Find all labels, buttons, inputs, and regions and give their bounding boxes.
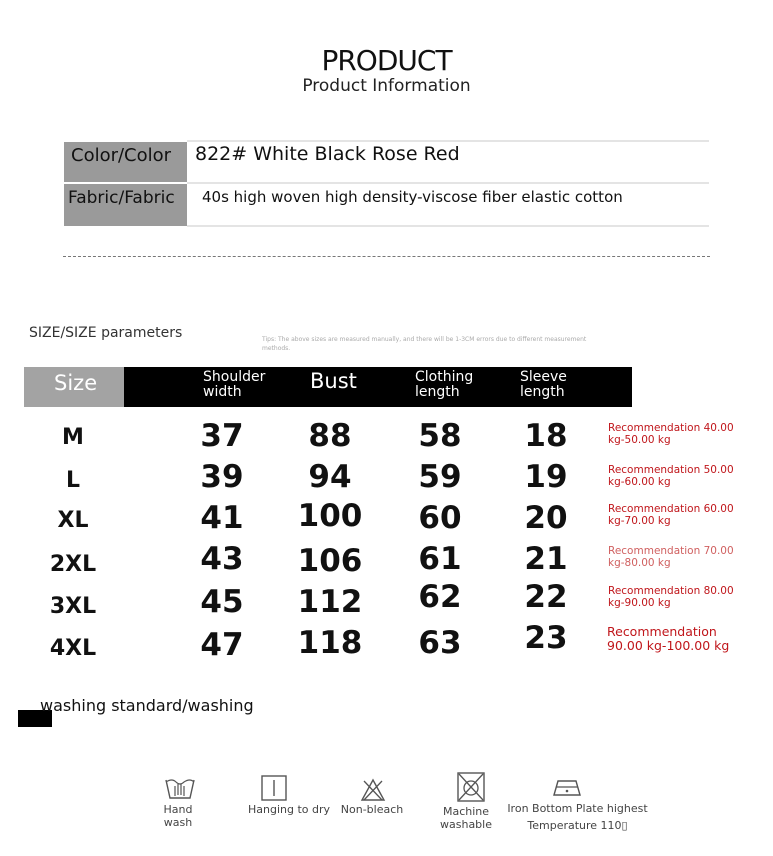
shoulder-cell: 37: [200, 418, 244, 454]
section-divider: [63, 256, 710, 257]
hang-dry-icon: [261, 775, 287, 801]
shoulder-cell: 39: [200, 459, 244, 495]
iron-label: [505, 800, 650, 834]
sleeve-cell: 21: [524, 541, 568, 577]
icon-label-line: Non-bleach: [340, 803, 404, 816]
color-value: 822# White Black Rose Red: [195, 143, 460, 165]
recommendation-line: kg-70.00 kg: [608, 515, 671, 527]
recommendation-line: Recommendation 70.00: [608, 545, 734, 557]
divider: [187, 140, 709, 142]
table-row: [0, 541, 773, 583]
table-row: [0, 500, 773, 542]
shoulder-cell: 45: [200, 584, 244, 620]
column-header-line: Clothing: [415, 369, 474, 385]
recommendation-line: Recommendation 80.00: [608, 585, 734, 597]
sleeve-cell: 22: [524, 579, 568, 615]
icon-label-line: Iron Bottom Plate highest: [507, 802, 648, 815]
divider: [187, 225, 709, 227]
shoulder-cell: 43: [200, 541, 244, 577]
recommendation-line: Recommendation: [607, 624, 717, 639]
icon-label-line: Hanging to dry: [247, 803, 331, 816]
length-cell: 61: [418, 541, 462, 577]
fabric-value: 40s high woven high density-viscose fiber elastic cotton: [202, 188, 623, 206]
column-header-shoulder: [203, 370, 265, 400]
column-header-line: length: [520, 384, 565, 400]
weight-recommendation: [608, 422, 748, 446]
sleeve-cell: 20: [524, 500, 568, 536]
divider: [187, 182, 709, 184]
page-title: PRODUCT: [321, 44, 452, 77]
bust-cell: 94: [308, 459, 352, 495]
recommendation-line: kg-50.00 kg: [608, 434, 671, 446]
recommendation-line: 90.00 kg-100.00 kg: [607, 638, 730, 653]
weight-recommendation: [608, 585, 748, 609]
icon-label-line: washable: [440, 818, 492, 831]
column-header-line: width: [203, 384, 242, 400]
recommendation-line: Recommendation 60.00: [608, 503, 734, 515]
length-cell: 58: [418, 418, 462, 454]
size-cell: 2XL: [49, 552, 97, 577]
recommendation-line: kg-90.00 kg: [608, 597, 671, 609]
table-row: [0, 620, 773, 665]
size-cell: L: [65, 468, 81, 493]
recommendation-line: kg-60.00 kg: [608, 476, 671, 488]
bust-cell: 106: [297, 543, 363, 579]
color-label: Color/Color: [64, 142, 187, 182]
bust-cell: 112: [297, 584, 363, 620]
size-tips-note: Tips: The above sizes are measured manually, and there will be 1-3CM errors due to different measurement methods.: [262, 336, 587, 352]
table-row: [0, 579, 773, 624]
size-cell: 3XL: [49, 594, 97, 619]
icon-label-line: Temperature 110▯: [527, 819, 628, 832]
shoulder-cell: 41: [200, 500, 244, 536]
recommendation-line: kg-80.00 kg: [608, 557, 671, 569]
size-cell: M: [62, 425, 84, 450]
bust-cell: 118: [297, 625, 363, 661]
machine-wash-label: [436, 805, 496, 831]
length-cell: 60: [418, 500, 462, 536]
length-cell: 62: [418, 579, 462, 615]
column-header-sleeve-length: [520, 370, 567, 400]
table-row: [0, 418, 773, 460]
column-header-line: length: [415, 384, 460, 400]
column-header-line: Sleeve: [520, 369, 567, 385]
weight-recommendation: [607, 625, 757, 653]
weight-recommendation: [608, 503, 748, 527]
iron-icon: [550, 777, 584, 797]
sleeve-cell: 23: [524, 620, 568, 656]
recommendation-line: Recommendation 50.00: [608, 464, 734, 476]
column-header-size: Size: [24, 367, 124, 407]
sleeve-cell: 18: [524, 418, 568, 454]
hand-wash-label: [158, 803, 198, 829]
shoulder-cell: 47: [200, 627, 244, 663]
length-cell: 63: [418, 625, 462, 661]
icon-label-line: Hand: [163, 803, 193, 816]
page-subtitle: Product Information: [302, 76, 471, 96]
column-header-bust: Bust: [310, 369, 357, 393]
icon-label-line: Machine: [442, 805, 490, 818]
washing-section-heading: washing standard/washing: [40, 696, 254, 715]
no-machine-wash-icon: [457, 772, 485, 802]
size-section-heading: SIZE/SIZE parameters: [29, 325, 183, 341]
size-cell: 4XL: [49, 636, 97, 661]
bust-cell: 100: [297, 498, 363, 534]
no-bleach-label: [336, 803, 408, 816]
hang-dry-label: [244, 803, 334, 816]
recommendation-line: Recommendation 40.00: [608, 422, 734, 434]
hand-wash-icon: [164, 774, 196, 800]
size-cell: XL: [57, 508, 89, 533]
weight-recommendation: [608, 464, 748, 488]
no-bleach-icon: [360, 778, 386, 802]
table-row: [0, 459, 773, 501]
weight-recommendation: [608, 545, 748, 569]
column-header-line: Shoulder: [203, 369, 266, 385]
column-header-clothing-length: [415, 370, 473, 400]
icon-label-line: wash: [163, 816, 193, 829]
bust-cell: 88: [308, 418, 352, 454]
sleeve-cell: 19: [524, 459, 568, 495]
fabric-label: Fabric/Fabric: [64, 184, 187, 226]
length-cell: 59: [418, 459, 462, 495]
